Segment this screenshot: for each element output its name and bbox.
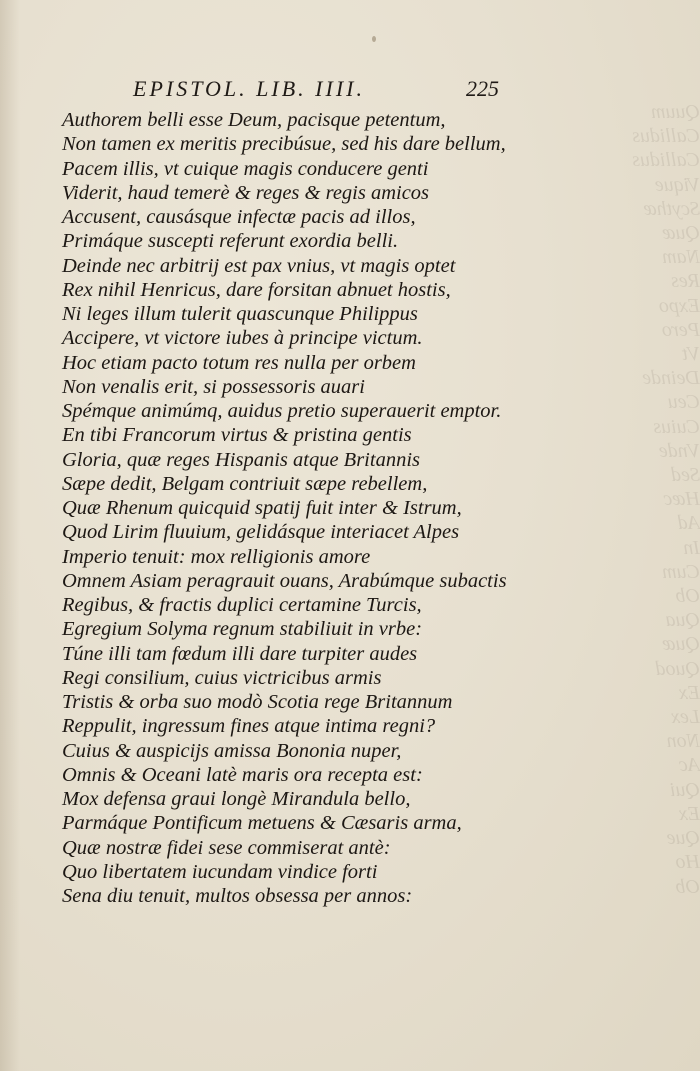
verse-line: Quæ Rhenum quicquid spatij fuit inter & Istrum,	[62, 497, 462, 519]
verse-line: Accipere, vt victore iubes à principe victum.	[62, 327, 423, 350]
verse-line: Sæpe dedit, Belgam contriuit sæpe rebellem,	[62, 472, 428, 495]
verse-line: Quo libertatem iucundam vindice forti	[62, 860, 378, 883]
verse-line: Omnis & Oceani latè maris ora recepta est:	[62, 763, 423, 786]
verse-line: Tristis & orba suo modò Scotia rege Britannum	[62, 691, 453, 713]
verse-line: Non tamen ex meritis precibúsue, sed his dare bellum,	[62, 133, 506, 156]
verse-line: Primáque suscepti referunt exordia belli.	[62, 230, 399, 253]
verse-line: Gloria, quæ reges Hispanis atque Britannis	[62, 448, 420, 471]
folio-number: 225	[466, 76, 499, 101]
verse-line: Ni leges illum tulerit quascunque Philippus	[62, 303, 418, 325]
verse-line: Sena diu tenuit, multos obsessa per annos:	[62, 885, 413, 907]
verse-line: Spémque animúmq, auidus pretio superauerit emptor.	[62, 400, 502, 422]
verse-block	[62, 108, 582, 908]
ink-speck	[372, 36, 376, 42]
verse-line: Túne illi tam fœdum illi dare turpiter audes	[62, 642, 418, 665]
running-head: EPISTOL. LIB. IIII.	[133, 76, 365, 101]
verse-line: Omnem Asiam peragrauit ouans, Arabúmque subactis	[62, 569, 507, 592]
verse-line: Imperio tenuit: mox relligionis amore	[62, 545, 371, 568]
verse-line: Regi consilium, cuius victricibus armis	[62, 666, 382, 689]
verse-line: Non venalis erit, si possessoris auari	[62, 375, 365, 398]
verse-line: Deinde nec arbitrij est pax vnius, vt magis optet	[62, 254, 456, 277]
verse-line: Cuius & auspicijs amissa Bononia nuper,	[62, 739, 402, 762]
verse-line: Pacem illis, vt cuique magis conducere genti	[62, 157, 429, 180]
bleed-through-text: Quum Callidus Callidus Vique Scythæ Quæ Nam Res Expo Pero Vt Deinde Ceu Cuius Vnde Sed Hæc Ad In Cum Ob Qua Quæ Quod Ex Lex Non Ac Qui Ex Que Ho Ob	[632, 101, 700, 898]
verse-line: Regibus, & fractis duplici certamine Turcis,	[62, 594, 422, 616]
verse-line: Viderit, haud temerè & reges & regis amicos	[62, 181, 430, 204]
verse-line: En tibi Francorum virtus & pristina gentis	[62, 424, 412, 447]
verse-line: Authorem belli esse Deum, pacisque petentum,	[62, 109, 446, 131]
verse-line: Hoc etiam pacto totum res nulla per orbem	[62, 351, 416, 374]
verse-line: Reppulit, ingressum fines atque intima regni?	[62, 715, 436, 738]
verse-line: Mox defensa graui longè Mirandula bello,	[62, 788, 411, 810]
verse-line: Accusent, causásque infectæ pacis ad illos,	[62, 206, 416, 228]
verse-line: Quod Lirim fluuium, gelidásque interiacet Alpes	[62, 521, 460, 544]
verse-line: Egregium Solyma regnum stabiliuit in vrbe:	[62, 618, 423, 641]
gutter-shadow	[0, 0, 20, 1071]
verse-line: Rex nihil Henricus, dare forsitan abnuet hostis,	[62, 278, 451, 301]
verse-line: Parmáque Pontificum metuens & Cæsaris arma,	[62, 812, 462, 835]
verse-line: Quæ nostræ fidei sese commiserat antè:	[62, 836, 391, 859]
